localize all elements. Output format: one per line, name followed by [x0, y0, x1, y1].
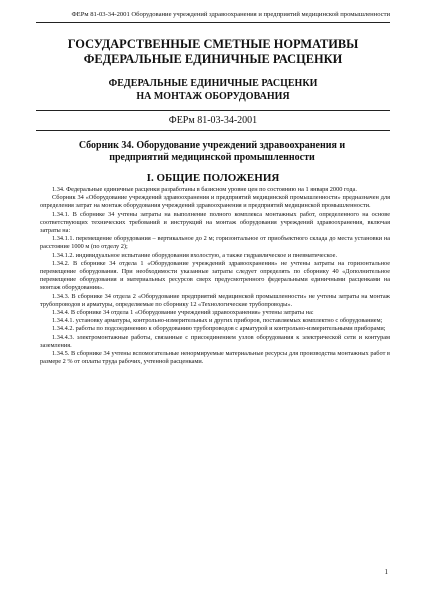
title-line-1: ГОСУДАРСТВЕННЫЕ СМЕТНЫЕ НОРМАТИВЫ	[67, 37, 359, 51]
paragraph: 1.34.1. В сборнике 34 учтены затраты на выполнение полного комплекса монтажных работ, определенного на основе соответствующих технических требований и инструкций на монтаж оборудования учреждений здравоохранения, включая затраты на:	[40, 210, 390, 235]
body-text	[40, 186, 390, 366]
paragraph: 1.34.4.3. электромонтажные работы, связанные с присоединением узлов оборудования к электрической сети и контурам заземления.	[40, 333, 390, 349]
subtitle-line-1: ФЕДЕРАЛЬНЫЕ ЕДИНИЧНЫЕ РАСЦЕНКИ	[108, 78, 318, 89]
paragraph: 1.34.2. В сборнике 34 отдела 1 «Оборудование учреждений здравоохранения» не учтены затраты на горизонтальное перемещение оборудования. При необходимости указанные затраты следует определять по сборнику 40 «Дополнительное перемещение оборудования и материальных ресурсов сверх предусмотренного федеральными единичными расценками на монтаж оборудования».	[40, 259, 390, 292]
section-heading: I. ОБЩИЕ ПОЛОЖЕНИЯ	[146, 172, 280, 184]
paragraph: 1.34. Федеральные единичные расценки разработаны в базисном уровне цен по состоянию на 1 января 2000 года.	[52, 186, 357, 193]
header-divider	[36, 22, 390, 23]
running-header: ФЕРм 81-03-34-2001 Оборудование учреждений здравоохранения и предприятий медицинской промышленности	[71, 11, 390, 18]
paragraph: 1.34.1.2. индивидуальное испытание оборудования вхолостую, а также гидравлическое и пневматическое.	[52, 251, 338, 259]
document-subtitle	[36, 78, 390, 103]
title-line-2: ФЕДЕРАЛЬНЫЕ ЕДИНИЧНЫЕ РАСЦЕНКИ	[83, 52, 343, 66]
document-code	[36, 110, 390, 131]
paragraph: 1.34.4.1. установку арматуры, контрольно-измерительных и других приборов, поставляемых комплектно с оборудованием;	[52, 317, 383, 325]
page-number: 1	[384, 568, 388, 576]
paragraph: 1.34.4. В сборнике 34 отдела 1 «Оборудование учреждений здравоохранения» учтены затраты на:	[52, 309, 314, 317]
paragraph: Сборник 34 «Оборудование учреждений здравоохранения и предприятий медицинской промышленности» предназначен для определения затрат на монтаж оборудования учреждений здравоохранения и предприятий медицинской промышленности.	[40, 194, 390, 210]
subtitle-line-2: НА МОНТАЖ ОБОРУДОВАНИЯ	[136, 90, 290, 102]
paragraph: 1.34.1.1. перемещение оборудования – вертикальное до 2 м; горизонтальное от приобъектного склада до места установки на расстояние 1000 м (по отделу 2);	[40, 235, 390, 251]
document-title	[36, 37, 390, 67]
document-code-text: ФЕРм 81-03-34-2001	[168, 115, 258, 126]
paragraph: 1.34.4.2. работы по подсоединению к оборудованию трубопроводов с арматурой и контрольно-измерительными приборами;	[52, 325, 386, 333]
paragraph: 1.34.3. В сборнике 34 отдела 2 «Оборудование предприятий медицинской промышленности» не учтены затраты на монтаж трубопроводов и арматуры, определяемые по сборнику 12 «Технологические трубопроводы».	[40, 292, 390, 308]
collection-title: Сборник 34. Оборудование учреждений здравоохранения и предприятий медицинской промышленности	[78, 140, 346, 163]
paragraph: 1.34.5. В сборнике 34 учтены вспомогательные ненормируемые материальные ресурсы для производства монтажных работ в размере 2 % от оплаты труда рабочих, учтенной расценками.	[40, 350, 390, 366]
